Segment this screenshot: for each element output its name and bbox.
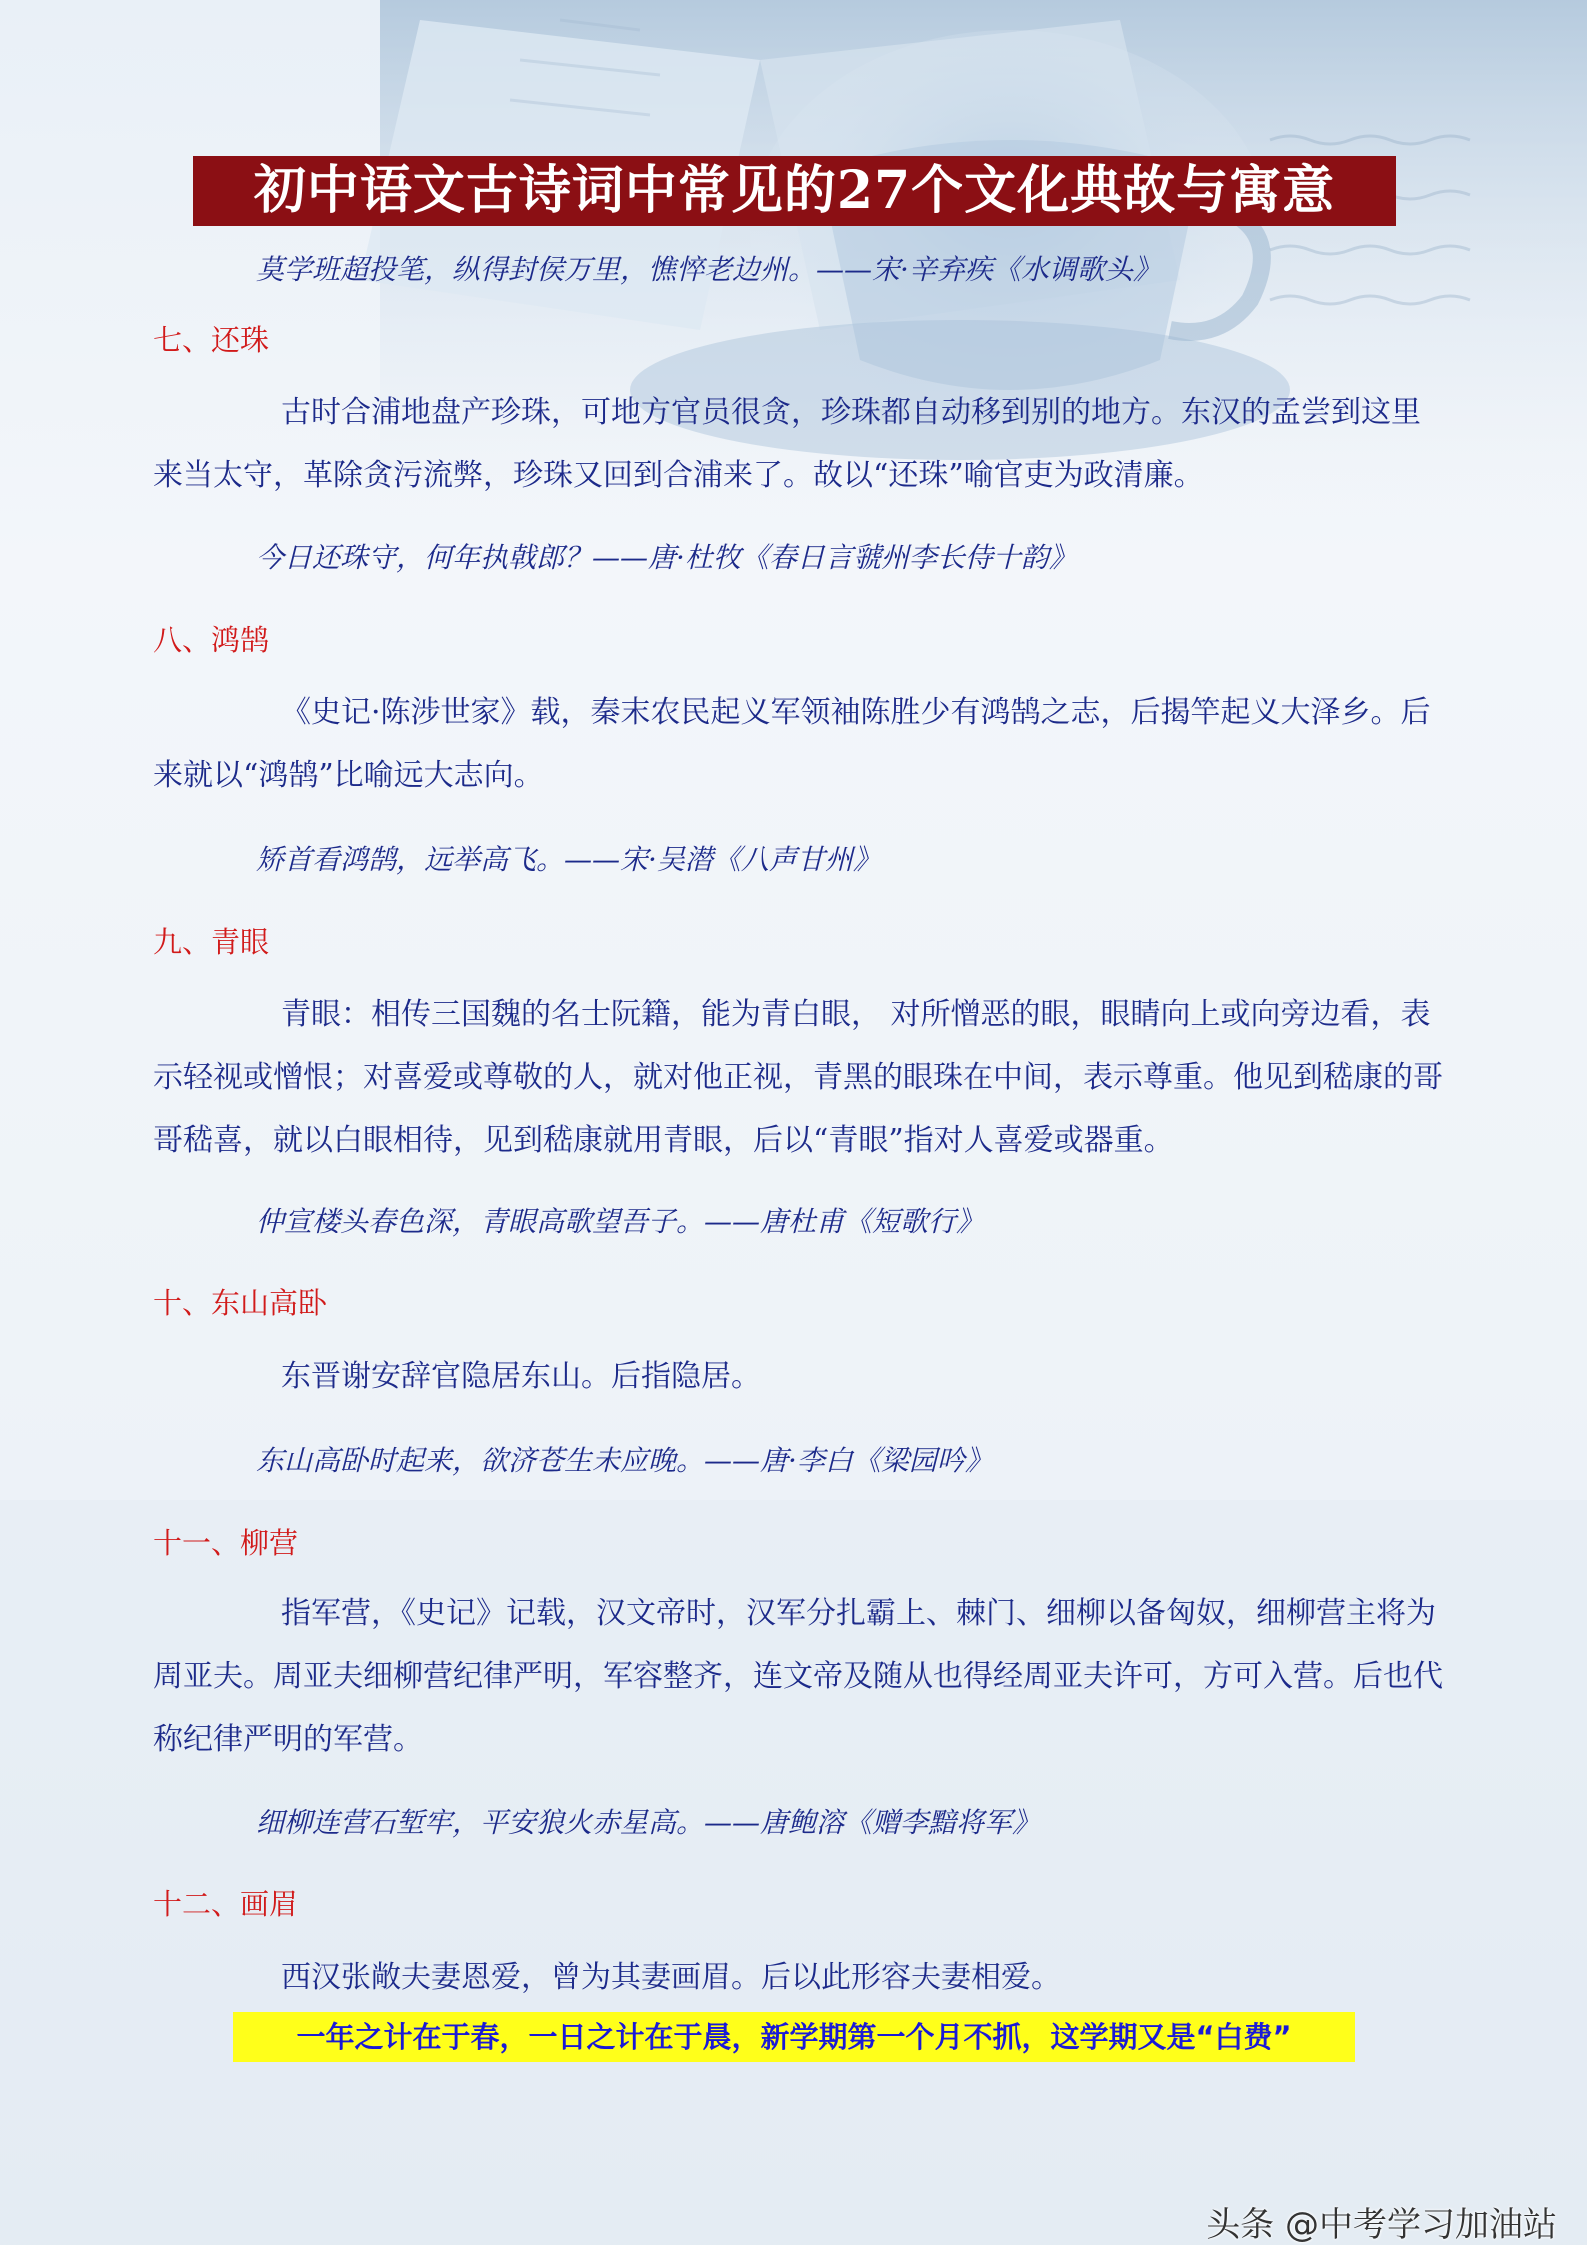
section-heading-12: 十二、画眉	[153, 1887, 299, 1921]
section-quote-11: 细柳连营石堑牢，平安狼火赤星高。——唐鲍溶《赠李黯将军》	[256, 1806, 1041, 1839]
section-paragraph-12: 西汉张敞夫妻恩爱，曾为其妻画眉。后以此形容夫妻相爱。	[281, 1960, 1061, 1995]
section-heading-10: 十、东山高卧	[153, 1286, 328, 1320]
section-heading-8: 八、鸿鹄	[153, 623, 270, 657]
section-heading-11: 十一、柳营	[153, 1526, 299, 1560]
section-paragraph-9: 青眼：相传三国魏的名士阮籍，能为青白眼， 对所憎恶的眼，眼睛向上或向旁边看，表示轻视或憎恨；对喜爱或尊敬的人，就对他正视，青黑的眼珠在中间，表示尊重。他见到嵇康的哥哥嵇喜，就以白眼相待，见到嵇康就用青眼，后以“青眼”指对人喜爱或器重。	[153, 997, 1443, 1158]
section-quote-7: 今日还珠守，何年执戟郎？——唐·杜牧《春日言虢州李长侍十韵》	[256, 541, 1077, 574]
section-paragraph-10: 东晋谢安辞官隐居东山。后指隐居。	[281, 1359, 761, 1394]
section-heading-7: 七、还珠	[153, 323, 270, 357]
page-title: 初中语文古诗词中常见的27个文化典故与寓意	[193, 156, 1396, 226]
source-watermark: 头条 @中考学习加油站	[1206, 2205, 1557, 2245]
highlight-banner: 一年之计在于春，一日之计在于晨，新学期第一个月不抓，这学期又是“白费”	[233, 2012, 1355, 2062]
section-heading-9: 九、青眼	[153, 925, 270, 959]
intro-quote: 莫学班超投笔，纵得封侯万里，憔悴老边州。——宋·辛弃疾《水调歌头》	[256, 253, 1161, 286]
section-paragraph-11: 指军营，《史记》记载，汉文帝时，汉军分扎霸上、棘门、细柳以备匈奴，细柳营主将为周亚夫。周亚夫细柳营纪律严明，军容整齐，连文帝及随从也得经周亚夫许可，方可入营。后也代称纪律严明的军营。	[153, 1596, 1443, 1757]
section-quote-9: 仲宣楼头春色深，青眼高歌望吾子。——唐杜甫《短歌行》	[256, 1205, 985, 1238]
section-paragraph-8: 《史记·陈涉世家》载，秦末农民起义军领袖陈胜少有鸿鹄之志，后揭竿起义大泽乡。后来就以“鸿鹄”比喻远大志向。	[153, 695, 1431, 793]
section-paragraph-7: 古时合浦地盘产珍珠，可地方官员很贪，珍珠都自动移到别的地方。东汉的孟尝到这里来当太守，革除贪污流弊，珍珠又回到合浦来了。故以“还珠”喻官吏为政清廉。	[153, 395, 1421, 493]
section-quote-8: 矫首看鸿鹄，远举高飞。——宋·吴潜《八声甘州》	[256, 843, 881, 876]
section-quote-10: 东山高卧时起来，欲济苍生未应晚。——唐·李白《梁园吟》	[256, 1444, 993, 1477]
